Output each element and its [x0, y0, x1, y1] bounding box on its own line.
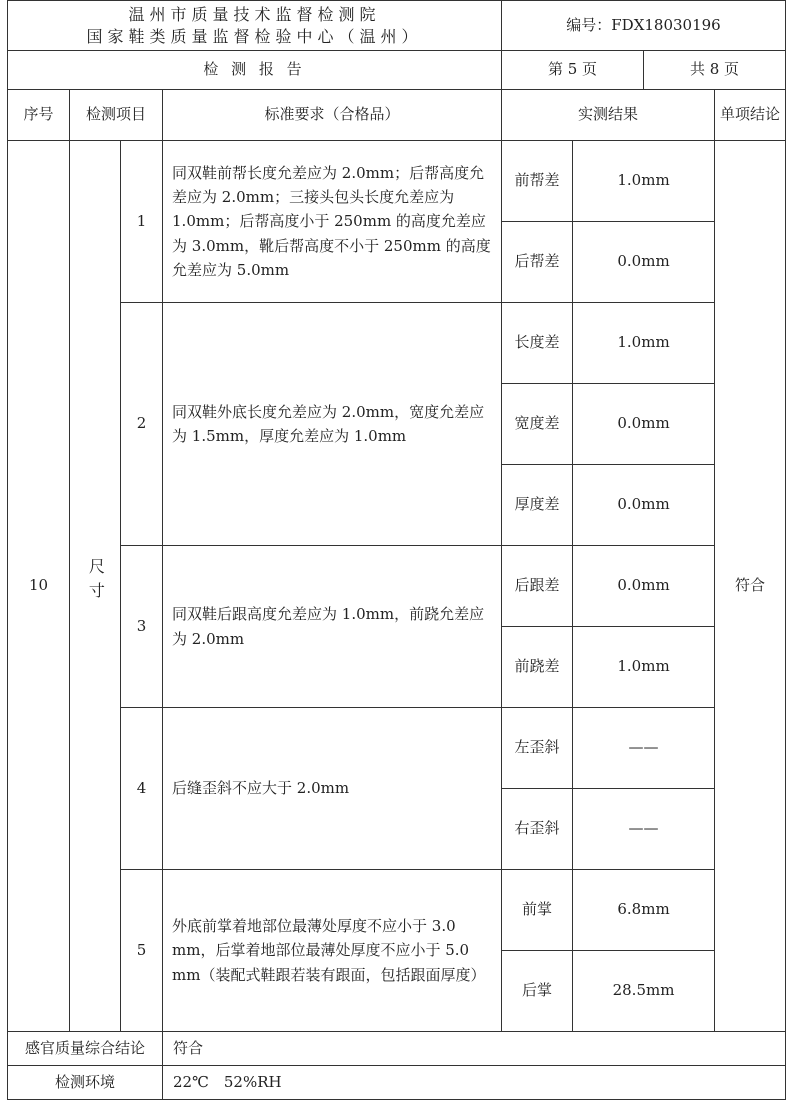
result-value: 0.0mm: [573, 546, 715, 627]
item-name: 尺寸: [86, 558, 106, 607]
requirement-text: 外底前掌着地部位最薄处厚度不应小于 3.0 mm，后掌着地部位最薄处厚度不应小于 5.0 mm（装配式鞋跟若装有跟面，包括跟面厚度）: [163, 870, 502, 1032]
page-total: 共 8 页: [644, 51, 786, 90]
conclusion-value: 符合: [715, 141, 786, 1032]
subitem-number: 3: [121, 546, 163, 708]
result-name: 后跟差: [502, 546, 573, 627]
subitem-number: 2: [121, 303, 163, 546]
report-title: 检 测 报 告: [8, 51, 502, 90]
result-value: 0.0mm: [573, 222, 715, 303]
sensory-row: [8, 1032, 786, 1066]
result-name: 后掌: [502, 951, 573, 1032]
result-name: 后帮差: [502, 222, 573, 303]
col-header-item: 检测项目: [70, 90, 163, 141]
org-center: 国家鞋类质量监督检验中心（温州）: [86, 26, 423, 46]
col-header-result: 实测结果: [502, 90, 715, 141]
requirement-text: 后缝歪斜不应大于 2.0mm: [163, 708, 502, 870]
result-value: 6.8mm: [573, 870, 715, 951]
sensory-value: 符合: [163, 1032, 786, 1066]
requirement-text: 同双鞋后跟高度允差应为 1.0mm，前跷允差应为 2.0mm: [163, 546, 502, 708]
result-value: 1.0mm: [573, 303, 715, 384]
table-row: [8, 870, 786, 951]
table-row: [8, 303, 786, 384]
org-name: 温州市质量技术监督检测院: [128, 4, 381, 24]
table-row: [8, 708, 786, 789]
col-header-seq: 序号: [8, 90, 70, 141]
result-name: 长度差: [502, 303, 573, 384]
result-value: ——: [573, 789, 715, 870]
result-value: 0.0mm: [573, 384, 715, 465]
result-name: 前跷差: [502, 627, 573, 708]
results-table: [7, 89, 786, 1100]
result-value: ——: [573, 708, 715, 789]
result-name: 前掌: [502, 870, 573, 951]
table-header-row: [8, 90, 786, 141]
result-name: 宽度差: [502, 384, 573, 465]
result-value: 1.0mm: [573, 627, 715, 708]
sensory-label: 感官质量综合结论: [8, 1032, 163, 1066]
table-row: [8, 546, 786, 627]
report-number: 编号：FDX18030196: [502, 1, 786, 51]
subitem-number: 4: [121, 708, 163, 870]
requirement-text: 同双鞋前帮长度允差应为 2.0mm；后帮高度允差应为 2.0mm；三接头包头长度允差应为 1.0mm；后帮高度小于 250mm 的高度允差应为 3.0mm，靴后帮高度不小于 250mm 的高度允差应为 5.0mm: [163, 141, 502, 303]
row-number: 10: [8, 141, 70, 1032]
result-value: 0.0mm: [573, 465, 715, 546]
page-current: 第 5 页: [502, 51, 644, 90]
table-row: [8, 141, 786, 222]
organization-block: [8, 1, 502, 51]
col-header-conclusion: 单项结论: [715, 90, 786, 141]
environment-label: 检测环境: [8, 1066, 163, 1100]
result-name: 左歪斜: [502, 708, 573, 789]
result-name: 右歪斜: [502, 789, 573, 870]
result-value: 1.0mm: [573, 141, 715, 222]
environment-value: 22℃ 52%RH: [163, 1066, 786, 1100]
subitem-number: 1: [121, 141, 163, 303]
col-header-standard: 标准要求（合格品）: [163, 90, 502, 141]
result-value: 28.5mm: [573, 951, 715, 1032]
environment-row: [8, 1066, 786, 1100]
item-name-cell: [70, 141, 121, 1032]
requirement-text: 同双鞋外底长度允差应为 2.0mm，宽度允差应为 1.5mm，厚度允差应为 1.0mm: [163, 303, 502, 546]
result-name: 厚度差: [502, 465, 573, 546]
result-name: 前帮差: [502, 141, 573, 222]
report-header: [7, 0, 786, 90]
subitem-number: 5: [121, 870, 163, 1032]
